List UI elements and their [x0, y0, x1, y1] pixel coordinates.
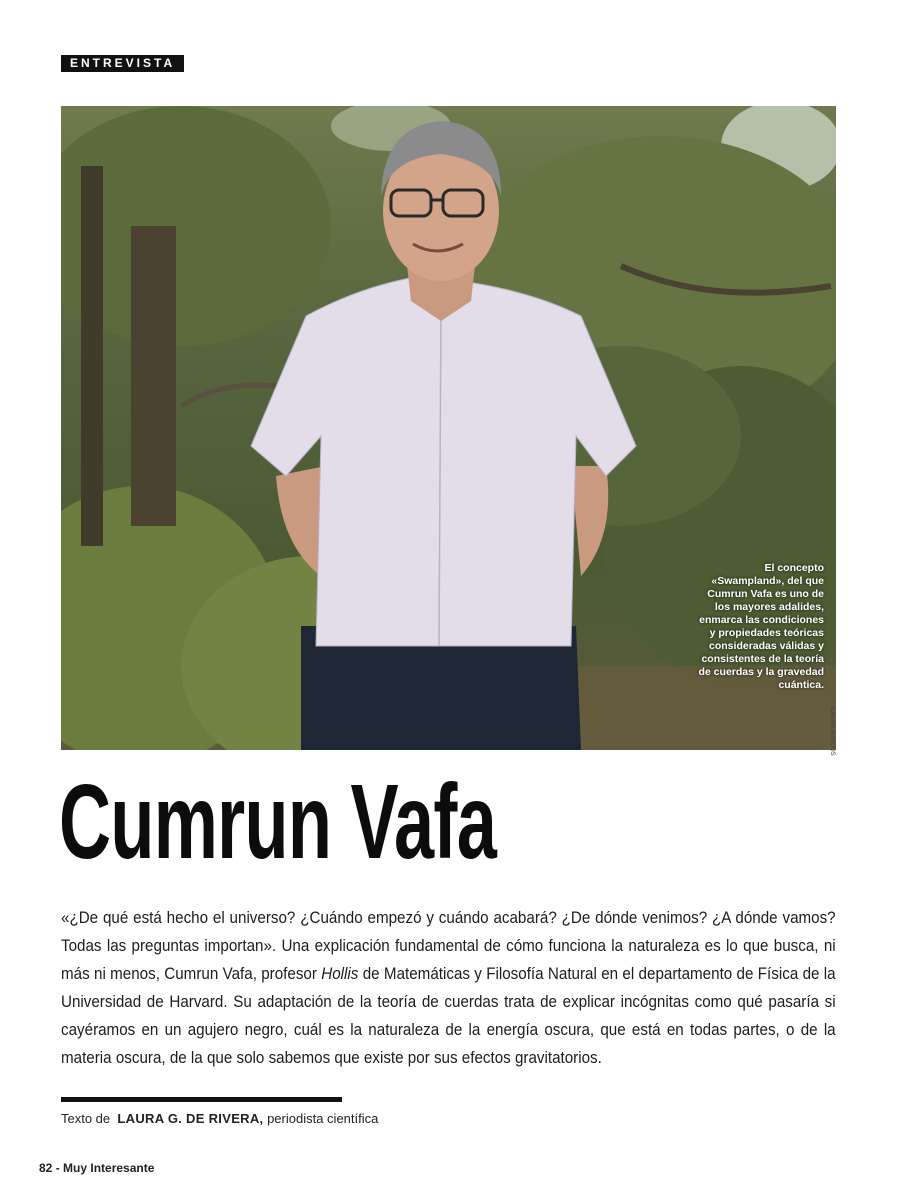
lead-text-2: de Matemáticas y Filosofía Natural en el departamento de Física de la Universidad de Harvard. Su adaptación de la teoría de cuerdas trata de explicar incógnitas como qué pasaría si cayéramos en un agujero negro, cuál es la naturaleza de la energía oscura, que está en todas partes, o de la materia oscura, de la que solo sabemos que existe por sus efectos gravitatorios.: [61, 965, 836, 1067]
portrait-photo: [61, 106, 836, 756]
lead-paragraph: [61, 904, 836, 1072]
folio-separator: -: [52, 1161, 64, 1175]
byline-prefix: Texto de: [61, 1111, 111, 1126]
byline-role: periodista científica: [267, 1111, 379, 1126]
article-headline: Cumrun Vafa: [59, 763, 497, 881]
lead-text-1: «¿De qué está hecho el universo? ¿Cuándo empezó y cuándo acabará? ¿De dónde venimos? ¿A dónde vamos? Todas las preguntas importan». Una explicación fundamental de cómo funciona la naturaleza es lo que busca, ni más ni menos, Cumrun Vafa, profesor: [61, 909, 836, 983]
photo-credit: LAURA MARCOS: [829, 708, 835, 756]
byline-author: LAURA G. DE RIVERA,: [117, 1111, 264, 1126]
lead-italic: Hollis: [321, 965, 359, 983]
byline-rule: [61, 1097, 342, 1102]
page-number: 82: [39, 1161, 53, 1175]
byline: [61, 1110, 378, 1128]
page-folio: [39, 1160, 154, 1176]
magazine-name: Muy Interesante: [63, 1161, 155, 1175]
photo-caption: El concepto «Swampland», del que Cumrun Vafa es uno de los mayores adalides, enmarca las condiciones y propiedades teóricas consideradas válidas y consistentes de la teoría de cuerdas y la gravedad cuántica.: [698, 562, 824, 691]
section-tag: ENTREVISTA: [61, 55, 184, 72]
